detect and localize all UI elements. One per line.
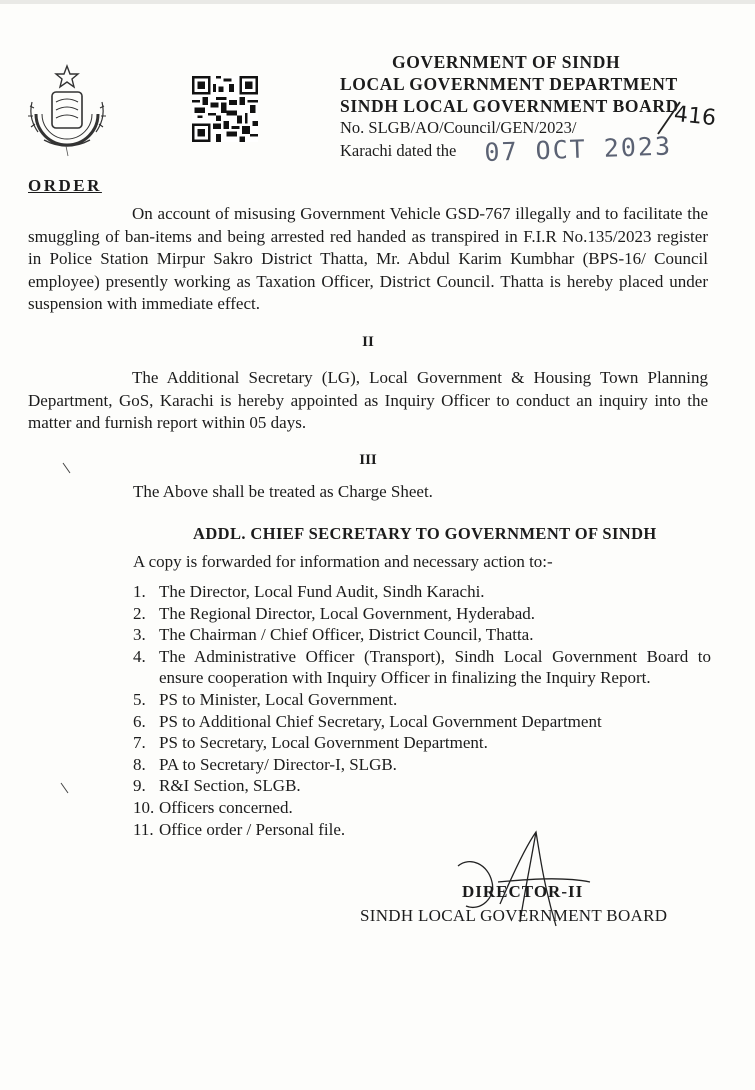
header-government: GOVERNMENT OF SINDH [392, 52, 621, 72]
list-item-number: 4. [133, 646, 146, 666]
order-paragraph-2 [28, 367, 708, 435]
order-paragraph-1-text: On account of misusing Government Vehicle GSD-767 illegally and to facilitate the smuggling of ban-items and being arrested red handed as transpired in F.I.R No.135/2023 register in Police Station Mirpur Sakro District Thatta, Mr. Abdul Karim Kumbhar (BPS-16/ Council employee) presently working as Taxation Officer, District Council. Thatta is hereby placed under suspension with immediate effect. [28, 204, 708, 313]
margin-mark [62, 462, 72, 474]
list-item-number: 10. [133, 797, 155, 817]
list-item [133, 646, 711, 689]
page-top-edge [0, 0, 755, 4]
order-heading: ORDER [28, 176, 102, 195]
order-paragraph-1 [28, 203, 708, 316]
list-item-number: 8. [133, 754, 146, 774]
list-item-text: PS to Additional Chief Secretary, Local Government Department [159, 711, 602, 731]
copy-forwarded-intro: A copy is forwarded for information and necessary action to:- [133, 552, 553, 571]
list-item [133, 603, 711, 625]
list-item-number: 2. [133, 603, 146, 623]
list-item [133, 581, 711, 603]
margin-mark [60, 782, 70, 794]
list-item-text: The Director, Local Fund Audit, Sindh Karachi. [159, 582, 485, 601]
signatory-title: DIRECTOR-II [462, 882, 584, 901]
list-item-number: 5. [133, 689, 146, 709]
order-paragraph-2-text: The Additional Secretary (LG), Local Government & Housing Town Planning Department, GoS, Karachi is hereby appointed as Inquiry Officer to conduct an inquiry into the matter and furnish report within 05 days. [28, 368, 708, 432]
charge-sheet-line: The Above shall be treated as Charge Sheet. [133, 482, 433, 501]
list-item-number: 7. [133, 733, 146, 753]
sindh-government-emblem [24, 62, 110, 158]
date-stamp: 07 OCT 2023 [484, 131, 673, 167]
list-item [133, 711, 711, 733]
list-item-text: The Chairman / Chief Officer, District Council, Thatta. [159, 625, 534, 645]
list-item [133, 754, 711, 776]
list-item [133, 732, 711, 754]
list-item-text: The Regional Director, Local Government, Hyderabad. [159, 603, 536, 623]
list-item [133, 797, 711, 819]
list-item-number: 11. [133, 819, 154, 839]
section-iii-heading: III [359, 452, 377, 468]
distribution-list [133, 581, 711, 840]
signatory-board: SINDH LOCAL GOVERNMENT BOARD [360, 906, 668, 925]
list-item-text: PA to Secretary/ Director-I, SLGB. [159, 754, 397, 774]
list-item-text: PS to Minister, Local Government. [159, 689, 398, 709]
header-board: SINDH LOCAL GOVERNMENT BOARD [340, 96, 679, 116]
list-item-text: The Administrative Officer (Transport), Sindh Local Government Board to ensure cooperation with Inquiry Officer in finalizing the Inquiry Report. [159, 646, 711, 688]
dated-label: Karachi dated the [340, 141, 457, 160]
list-item-text: PS to Secretary, Local Government Department. [159, 733, 488, 753]
list-item-number: 9. [133, 776, 146, 796]
list-item-text: Officers concerned. [159, 797, 293, 817]
list-item-number: 1. [133, 582, 146, 601]
handwritten-reference-number: 416 [672, 101, 718, 132]
header-department: LOCAL GOVERNMENT DEPARTMENT [340, 74, 678, 94]
authority-line: ADDL. CHIEF SECRETARY TO GOVERNMENT OF SINDH [193, 524, 657, 543]
list-item-number: 6. [133, 711, 146, 731]
list-item-text: Office order / Personal file. [159, 819, 346, 839]
list-item-number: 3. [133, 625, 146, 645]
reference-number: No. SLGB/AO/Council/GEN/2023/ [340, 118, 577, 137]
section-ii-heading: II [362, 334, 374, 350]
list-item [133, 775, 711, 797]
list-item-text: R&I Section, SLGB. [159, 776, 301, 796]
list-item [133, 689, 711, 711]
qr-code [192, 76, 258, 142]
list-item [133, 624, 711, 646]
